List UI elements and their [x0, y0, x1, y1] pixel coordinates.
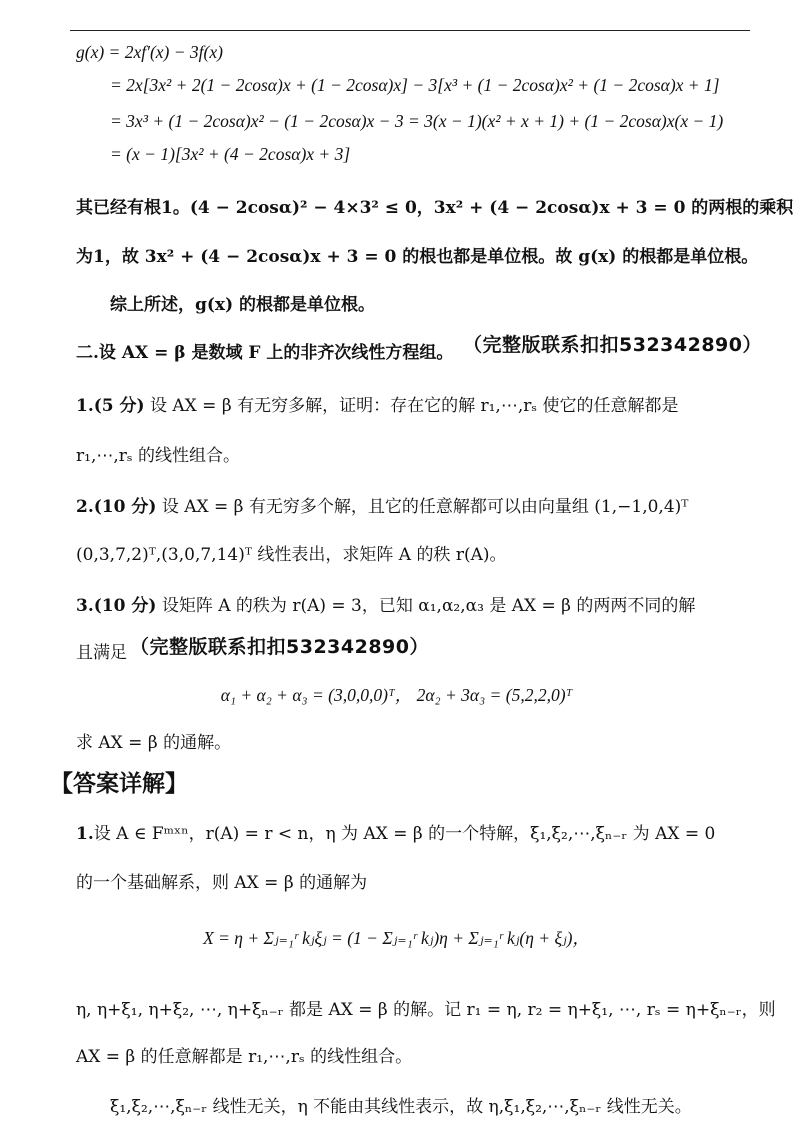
paragraph-text: 综上所述，g(x) 的根都是单位根。 [110, 295, 376, 315]
contact-note-2: （完整版联系扣扣532342890） [130, 636, 429, 658]
question-text: 设 AX = β 有无穷多个解，且它的任意解都可以由向量组 (1,−1,0,4)ᵀ [161, 497, 689, 517]
question-text: 设矩阵 A 的秩为 r(A) = 3，已知 α₁,α₂,α₃ 是 AX = β 的两两不同的解 [161, 596, 696, 616]
answer-1-line-1 [76, 824, 715, 844]
contact-note-1: （完整版联系扣扣532342890） [463, 334, 762, 356]
question-label: 1.(5 分) [76, 396, 145, 416]
problem-2-intro [76, 343, 453, 363]
question-label: 3.(10 分) [76, 596, 157, 616]
paragraph-conclusion [110, 295, 375, 315]
answer-1-line-5: ξ₁,ξ₂,⋯,ξₙ₋ᵣ 线性无关，η 不能由其线性表示，故 η,ξ₁,ξ₂,⋯,ξₙ₋ᵣ 线性无关。 [110, 1097, 692, 1117]
question-text: 设 AX = β 有无穷多解，证明：存在它的解 r₁,⋯,rₛ 使它的任意解都是 [150, 396, 679, 416]
derivation-line-3: = 3x³ + (1 − 2cosα)x² − (1 − 2cosα)x − 3 = 3(x − 1)(x² + x + 1) + (1 − 2cosα)x(x − 1) [110, 111, 724, 131]
derivation-line-2: = 2x[3x² + 2(1 − 2cosα)x + (1 − 2cosα)x] − 3[x³ + (1 − 2cosα)x² + (1 − 2cosα)x + 1] [110, 75, 720, 95]
question-3-line-1 [76, 596, 695, 616]
answer-1-line-4: AX = β 的任意解都是 r₁,⋯,rₛ 的线性组合。 [76, 1047, 413, 1067]
question-3-line-2 [76, 643, 127, 663]
question-1-line-1 [76, 396, 678, 416]
question-3-formula: α₁ + α₂ + α₃ = (3,0,0,0)ᵀ， 2α₂ + 3α₃ = (5,2,2,0)ᵀ [220, 685, 573, 705]
answer-heading: 【答案详解】 [50, 771, 188, 797]
question-label: 2.(10 分) [76, 497, 157, 517]
answer-text: 设 A ∈ Fᵐˣⁿ，r(A) = r < n，η 为 AX = β 的一个特解，ξ₁,ξ₂,⋯,ξₙ₋ᵣ 为 AX = 0 [93, 824, 716, 844]
problem-intro-text: 二.设 AX = β 是数域 F 上的非齐次线性方程组。 [76, 343, 454, 363]
answer-1-line-2: 的一个基础解系，则 AX = β 的通解为 [76, 873, 368, 893]
question-text: 且满足 [76, 643, 127, 663]
derivation-line-1: g(x) = 2xf′(x) − 3f(x) [76, 42, 223, 62]
paragraph-text: 其已经有根1。(4 − 2cosα)² − 4×3² ≤ 0，3x² + (4 − 2cosα)x + 3 = 0 的两根的乘积 [76, 198, 793, 218]
answer-1-line-3: η, η+ξ₁, η+ξ₂, ⋯, η+ξₙ₋ᵣ 都是 AX = β 的解。记 r₁ = η, r₂ = η+ξ₁, ⋯, rₛ = η+ξₙ₋ᵣ，则 [76, 1000, 776, 1020]
answer-1-formula: X = η + Σⱼ₌₁ʳ kⱼξⱼ = (1 − Σⱼ₌₁ʳ kⱼ)η + Σⱼ₌₁ʳ kⱼ(η + ξⱼ)， [203, 928, 590, 948]
answer-label: 1. [76, 824, 94, 844]
question-2-line-1 [76, 497, 688, 517]
question-3-line-3: 求 AX = β 的通解。 [76, 733, 232, 753]
question-2-line-2: (0,3,7,2)ᵀ,(3,0,7,14)ᵀ 线性表出，求矩阵 A 的秩 r(A)。 [76, 545, 507, 565]
question-1-line-2: r₁,⋯,rₛ 的线性组合。 [76, 446, 241, 466]
paragraph-unit-roots [76, 247, 758, 267]
paragraph-root-product [76, 198, 793, 218]
paragraph-text: 为1，故 3x² + (4 − 2cosα)x + 3 = 0 的根也都是单位根。故 g(x) 的根都是单位根。 [76, 247, 759, 267]
derivation-line-4: = (x − 1)[3x² + (4 − 2cosα)x + 3] [110, 144, 351, 164]
top-rule [70, 30, 750, 31]
